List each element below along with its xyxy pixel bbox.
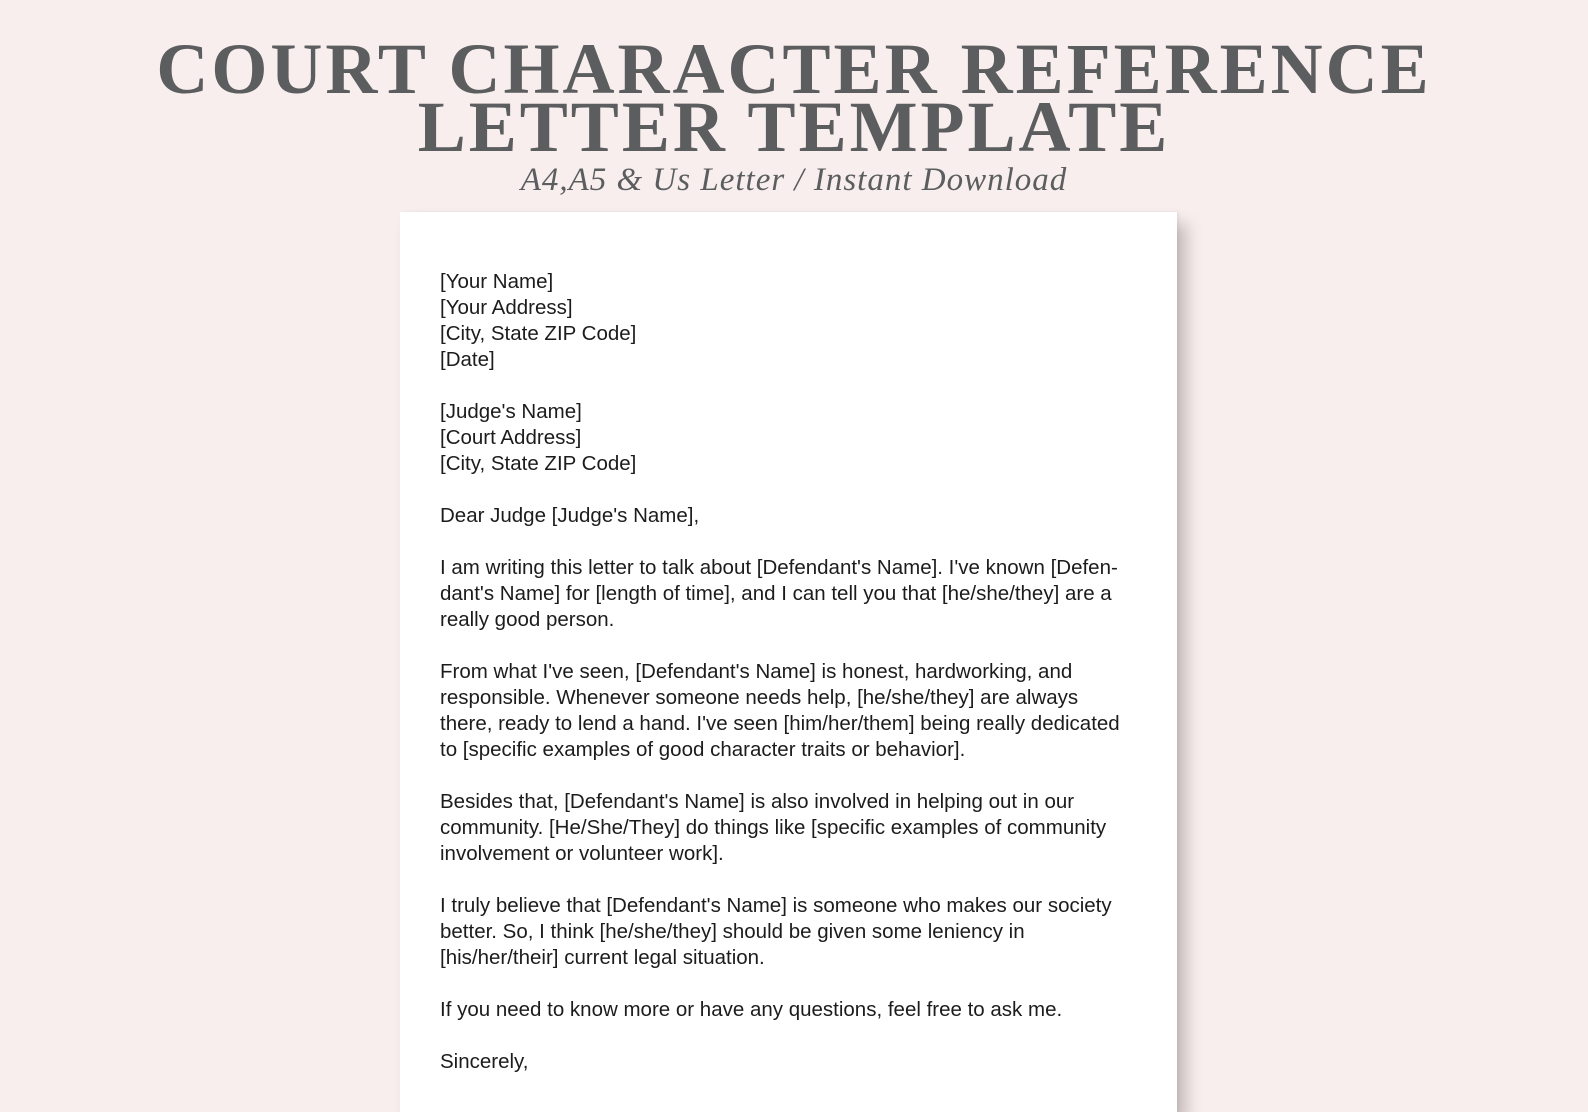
title-line-1: COURT CHARACTER REFERENCE (156, 29, 1432, 109)
sender-address: [Your Address] (440, 296, 573, 319)
paragraph-line: community. [He/She/They] do things like [specific examples of community (440, 816, 1107, 839)
paragraph-line: there, ready to lend a hand. I've seen [him/her/them] being really dedicated (440, 712, 1120, 735)
paragraph-line: I truly believe that [Defendant's Name] is someone who makes our society (440, 894, 1112, 917)
paragraph-line: better. So, I think [he/she/they] should be given some leniency in (440, 920, 1025, 943)
paragraph-line: to [specific examples of good character traits or behavior]. (440, 738, 966, 761)
header (0, 29, 1588, 200)
paragraph-2 (440, 659, 1140, 763)
sender-city: [City, State ZIP Code] (440, 322, 637, 345)
paragraph-line: I am writing this letter to talk about [Defendant's Name]. I've known [Defen- (440, 556, 1118, 579)
court-address: [Court Address] (440, 426, 582, 449)
signoff: Sincerely, (440, 1050, 529, 1073)
recipient-block (440, 399, 1140, 477)
letter-paper (400, 212, 1177, 1112)
paragraph-line: Besides that, [Defendant's Name] is also involved in helping out in our (440, 790, 1075, 813)
subtitle: A4,A5 & Us Letter / Instant Download (520, 162, 1068, 198)
paragraph-4 (440, 893, 1140, 971)
court-city: [City, State ZIP Code] (440, 452, 637, 475)
paragraph-line: From what I've seen, [Defendant's Name] is honest, hardworking, and (440, 660, 1073, 683)
paragraph-3 (440, 789, 1140, 867)
paragraph-1 (440, 555, 1140, 633)
salutation-text: Dear Judge [Judge's Name], (440, 504, 700, 527)
sender-block (440, 269, 1140, 373)
paragraph-line: If you need to know more or have any questions, feel free to ask me. (440, 998, 1063, 1021)
paragraph-line: involvement or volunteer work]. (440, 842, 724, 865)
judge-name: [Judge's Name] (440, 400, 582, 423)
title-line-2: LETTER TEMPLATE (417, 87, 1171, 167)
paragraph-line: responsible. Whenever someone needs help, [he/she/they] are always (440, 686, 1079, 709)
paragraph-line: dant's Name] for [length of time], and I can tell you that [he/she/they] are a (440, 582, 1112, 605)
letter-body (440, 269, 1140, 1075)
closing-paragraph (440, 997, 1140, 1023)
paragraph-line: really good person. (440, 608, 615, 631)
paragraph-line: [his/her/their] current legal situation. (440, 946, 765, 969)
sender-name: [Your Name] (440, 270, 554, 293)
salutation (440, 503, 1140, 529)
letter-date: [Date] (440, 348, 495, 371)
